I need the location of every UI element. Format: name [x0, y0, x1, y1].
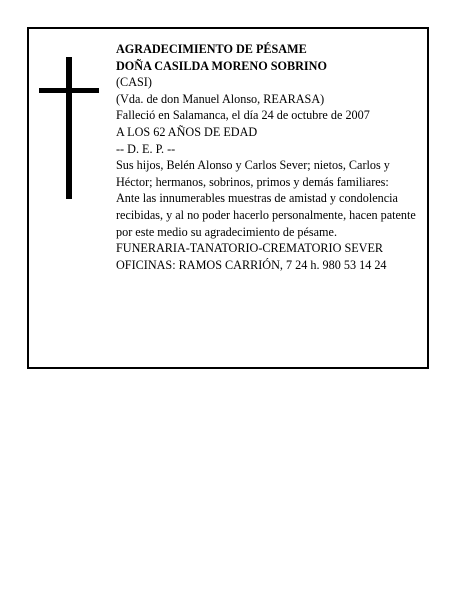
widow-of: (Vda. de don Manuel Alonso, REARASA) [116, 91, 325, 106]
deceased-name: DOÑA CASILDA MORENO SOBRINO [116, 58, 327, 73]
obituary-notice [27, 27, 429, 369]
notice-body [116, 41, 422, 273]
age-at-death: A LOS 62 AÑOS DE EDAD [116, 124, 258, 139]
cross-horizontal-bar [39, 88, 99, 93]
cross-vertical-bar [66, 57, 72, 199]
rest-in-peace: -- D. E. P. -- [116, 141, 176, 156]
notice-heading: AGRADECIMIENTO DE PÉSAME [116, 42, 307, 56]
funeral-home: FUNERARIA-TANATORIO-CREMATORIO SEVER [116, 241, 384, 256]
family-list: Sus hijos, Belén Alonso y Carlos Sever; nietos, Carlos y Héctor; hermanos, sobrinos, primos y demás familiares: [116, 158, 390, 189]
offices-contact: OFICINAS: RAMOS CARRIÓN, 7 24 h. 980 53 14 24 [116, 257, 387, 272]
latin-cross-icon [39, 57, 99, 199]
thanks-text: Ante las innumerables muestras de amistad y condolencia recibidas, y al no poder hacerlo personalmente, hacen patente por este medio su agradecimiento de pésame. [116, 191, 416, 239]
death-info: Falleció en Salamanca, el día 24 de octubre de 2007 [116, 108, 370, 123]
deceased-nickname: (CASI) [116, 75, 152, 90]
